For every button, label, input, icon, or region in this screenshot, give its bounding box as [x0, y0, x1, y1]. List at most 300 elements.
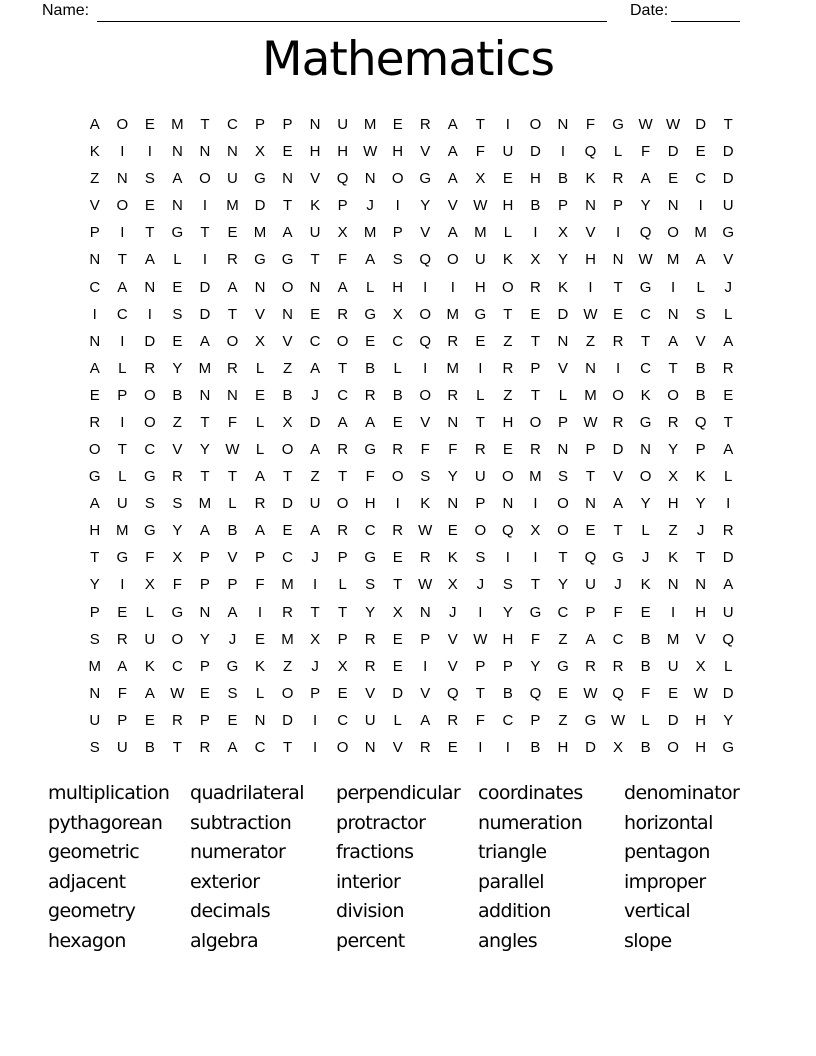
grid-letter: X [475, 170, 486, 188]
grid-letter: M [666, 251, 680, 269]
grid-letter: W [693, 684, 708, 702]
grid-letter: V [282, 332, 293, 350]
grid-letter: Q [419, 251, 432, 269]
grid-letter: V [255, 305, 266, 323]
grid-letter: R [530, 441, 541, 459]
grid-letter: P [420, 630, 431, 648]
grid-letter: C [502, 711, 514, 729]
grid-letter: G [254, 251, 266, 269]
grid-letter: O [557, 522, 569, 540]
grid-letter: U [474, 251, 486, 269]
grid-letter: O [667, 224, 679, 242]
grid-letter: O [557, 495, 569, 513]
grid-letter: M [363, 116, 377, 134]
grid-letter: P [199, 711, 210, 729]
grid-letter: H [474, 278, 486, 296]
word-list-column [478, 779, 583, 956]
grid-letter: S [695, 305, 706, 323]
grid-letter: Z [282, 657, 293, 675]
grid-letter: G [529, 603, 542, 621]
grid-letter: I [120, 413, 125, 431]
grid-letter: Y [199, 630, 210, 648]
grid-letter: B [530, 738, 541, 756]
grid-letter: P [282, 116, 293, 134]
word-item: interior [336, 870, 401, 893]
grid-letter: R [364, 657, 376, 675]
grid-letter: E [144, 116, 155, 134]
grid-letter: A [199, 522, 210, 540]
grid-letter: J [614, 576, 622, 594]
grid-letter: D [695, 116, 707, 134]
grid-letter: H [502, 630, 514, 648]
grid-letter: N [557, 332, 569, 350]
grid-letter: N [640, 441, 652, 459]
grid-letter: G [612, 116, 624, 134]
name-blank-line [97, 21, 607, 22]
word-item: perpendicular [336, 782, 461, 804]
grid-letter: V [613, 468, 624, 486]
grid-letter: U [722, 197, 734, 215]
grid-letter: Q [584, 143, 597, 161]
grid-letter: R [419, 549, 431, 567]
grid-letter: E [172, 278, 183, 296]
grid-letter: T [613, 278, 623, 296]
grid-letter: O [529, 413, 542, 431]
grid-letter: H [502, 413, 514, 431]
grid-letter: D [722, 170, 734, 188]
grid-letter: J [311, 386, 319, 404]
grid-letter: I [533, 549, 538, 567]
grid-letter: R [585, 657, 596, 675]
grid-letter: I [588, 278, 593, 296]
grid-letter: D [199, 278, 211, 296]
grid-letter: N [502, 495, 514, 513]
grid-letter: N [585, 495, 596, 513]
grid-letter: I [615, 359, 621, 377]
grid-letter: Y [557, 576, 568, 594]
grid-letter: A [117, 278, 128, 296]
grid-letter: R [722, 359, 734, 377]
grid-letter: D [254, 197, 266, 215]
word-item: addition [478, 900, 551, 922]
grid-letter: Y [530, 657, 541, 675]
grid-letter: Z [585, 332, 596, 350]
grid-letter: W [170, 684, 185, 702]
grid-letter: K [502, 251, 513, 269]
grid-letter: I [92, 305, 97, 323]
grid-letter: P [613, 197, 624, 215]
grid-letter: R [502, 359, 514, 377]
grid-letter: A [420, 711, 431, 729]
grid-letter: P [199, 657, 210, 675]
grid-letter: R [337, 522, 349, 540]
grid-letter: E [530, 305, 541, 323]
grid-letter: F [117, 684, 127, 702]
grid-letter: N [89, 332, 101, 350]
grid-letter: A [365, 413, 376, 431]
grid-letter: V [89, 197, 100, 215]
grid-letter: I [120, 143, 125, 161]
grid-letter: G [88, 468, 101, 486]
grid-letter: K [668, 549, 679, 567]
grid-letter: V [172, 441, 183, 459]
grid-letter: N [447, 495, 459, 513]
grid-letter: A [89, 495, 100, 513]
grid-letter: E [227, 711, 238, 729]
grid-letter: X [282, 413, 293, 431]
grid-letter: H [392, 143, 404, 161]
grid-letter: R [612, 332, 624, 350]
grid-letter: A [337, 413, 348, 431]
grid-letter: R [447, 332, 459, 350]
grid-letter: V [365, 684, 376, 702]
grid-letter: O [667, 386, 679, 404]
grid-letter: M [116, 522, 129, 540]
grid-letter: X [557, 224, 568, 242]
grid-letter: N [557, 116, 569, 134]
grid-letter: P [117, 711, 128, 729]
grid-letter: R [116, 630, 128, 648]
grid-letter: Z [558, 630, 568, 648]
grid-letter: A [365, 251, 376, 269]
grid-letter: B [502, 684, 513, 702]
grid-letter: I [671, 603, 676, 621]
grid-letter: R [227, 359, 238, 377]
grid-letter: B [640, 738, 651, 756]
grid-letter: K [89, 143, 100, 161]
grid-letter: U [227, 170, 238, 188]
grid-letter: R [199, 738, 211, 756]
grid-letter: E [282, 522, 293, 540]
grid-letter: N [612, 251, 624, 269]
grid-letter: F [338, 251, 348, 269]
grid-letter: O [281, 441, 294, 459]
grid-letter: T [282, 468, 293, 486]
grid-letter: F [448, 441, 458, 459]
grid-letter: L [641, 522, 650, 540]
word-item: slope [624, 929, 672, 952]
grid-letter: U [116, 495, 128, 513]
grid-letter: D [612, 441, 624, 459]
grid-letter: X [668, 468, 679, 486]
grid-letter: V [557, 359, 568, 377]
grid-letter: P [475, 495, 486, 513]
grid-letter: R [392, 441, 404, 459]
grid-letter: R [447, 386, 459, 404]
grid-letter: T [227, 468, 238, 486]
word-list-column [48, 779, 169, 956]
grid-letter: M [363, 224, 377, 242]
grid-letter: E [255, 630, 266, 648]
grid-letter: M [694, 224, 707, 242]
grid-letter: L [255, 684, 265, 702]
grid-letter: G [226, 657, 239, 675]
grid-letter: S [475, 549, 486, 567]
word-item: improper [624, 870, 706, 893]
grid-letter: U [144, 630, 156, 648]
grid-letter: P [337, 630, 348, 648]
grid-letter: B [227, 522, 238, 540]
grid-letter: O [667, 738, 679, 756]
grid-letter: O [446, 251, 459, 269]
grid-letter: N [144, 278, 156, 296]
grid-letter: I [313, 576, 318, 594]
grid-letter: T [338, 468, 348, 486]
grid-letter: R [171, 711, 183, 729]
grid-letter: U [364, 711, 376, 729]
grid-letter: K [255, 657, 266, 675]
grid-letter: A [227, 738, 238, 756]
grid-letter: E [502, 170, 513, 188]
grid-letter: V [723, 251, 734, 269]
word-item: pentagon [624, 841, 710, 863]
word-item: pythagorean [48, 811, 163, 834]
grid-letter: S [365, 576, 376, 594]
grid-letter: K [310, 197, 321, 215]
grid-letter: S [172, 305, 183, 323]
grid-letter: E [337, 684, 348, 702]
grid-letter: H [364, 495, 376, 513]
word-item: hexagon [48, 929, 126, 952]
grid-letter: T [282, 197, 293, 215]
grid-letter: P [557, 413, 568, 431]
grid-letter: O [281, 684, 294, 702]
grid-letter: I [478, 359, 483, 377]
grid-letter: I [202, 251, 208, 269]
grid-letter: Z [282, 359, 293, 377]
name-label: Name: [42, 2, 90, 19]
grid-letter: A [310, 359, 321, 377]
word-item: multiplication [48, 782, 170, 804]
grid-letter: O [419, 386, 432, 404]
grid-letter: X [695, 657, 706, 675]
grid-letter: Y [668, 441, 679, 459]
grid-letter: M [226, 197, 239, 215]
grid-letter: T [696, 549, 706, 567]
grid-letter: A [613, 495, 624, 513]
grid-letter: H [585, 251, 596, 269]
grid-letter: N [364, 738, 376, 756]
grid-letter: F [613, 603, 623, 621]
grid-letter: G [557, 657, 569, 675]
grid-letter: W [418, 576, 433, 594]
grid-letter: T [530, 332, 541, 350]
grid-letter: R [419, 738, 431, 756]
grid-letter: X [310, 630, 321, 648]
word-item: adjacent [48, 870, 126, 893]
grid-letter: X [255, 332, 266, 350]
grid-letter: I [505, 738, 510, 756]
grid-letter: T [530, 576, 541, 594]
grid-letter: A [723, 576, 734, 594]
grid-letter: J [724, 278, 732, 296]
grid-letter: Q [502, 522, 514, 540]
grid-letter: F [641, 143, 651, 161]
grid-letter: X [530, 522, 541, 540]
grid-letter: X [392, 603, 403, 621]
grid-letter: L [724, 468, 733, 486]
grid-letter: P [89, 603, 100, 621]
grid-letter: D [392, 684, 404, 702]
grid-letter: E [365, 332, 376, 350]
grid-letter: E [613, 305, 624, 323]
grid-letter: R [612, 170, 624, 188]
grid-letter: S [420, 468, 431, 486]
grid-letter: N [667, 576, 679, 594]
word-item: decimals [190, 900, 271, 922]
grid-letter: N [171, 143, 183, 161]
grid-letter: M [474, 224, 487, 242]
grid-letter: S [172, 495, 183, 513]
grid-letter: R [254, 495, 266, 513]
grid-letter: G [474, 305, 487, 323]
grid-letter: T [393, 576, 403, 594]
grid-letter: E [89, 386, 100, 404]
grid-letter: E [144, 197, 155, 215]
grid-letter: G [171, 603, 184, 621]
grid-letter: E [668, 684, 679, 702]
grid-letter: I [423, 278, 428, 296]
grid-letter: J [366, 197, 374, 215]
grid-letter: T [200, 224, 210, 242]
grid-letter: A [255, 522, 266, 540]
grid-letter: E [723, 386, 734, 404]
grid-letter: I [313, 711, 318, 729]
word-item: denominator [624, 782, 740, 804]
word-item: geometric [48, 841, 140, 863]
grid-letter: Y [557, 251, 568, 269]
grid-letter: H [502, 197, 514, 215]
grid-letter: D [282, 495, 293, 513]
grid-letter: W [583, 684, 598, 702]
grid-letter: R [364, 386, 376, 404]
grid-letter: E [117, 603, 128, 621]
word-search-grid [81, 111, 742, 761]
grid-letter: I [698, 197, 703, 215]
grid-letter: V [447, 197, 458, 215]
grid-letter: P [337, 549, 348, 567]
grid-letter: P [695, 441, 706, 459]
grid-letter: G [281, 251, 294, 269]
grid-letter: A [310, 441, 321, 459]
grid-letter: N [667, 197, 679, 215]
word-item: subtraction [190, 811, 292, 834]
grid-letter: V [227, 549, 238, 567]
grid-letter: O [199, 170, 211, 188]
grid-letter: O [336, 495, 349, 513]
grid-letter: O [639, 468, 652, 486]
grid-letter: R [144, 359, 156, 377]
word-list-column [336, 779, 460, 956]
grid-letter: A [89, 359, 100, 377]
grid-letter: E [310, 305, 321, 323]
grid-letter: S [144, 170, 155, 188]
grid-letter: I [533, 495, 538, 513]
grid-letter: K [447, 549, 458, 567]
grid-letter: Z [172, 413, 182, 431]
word-item: geometry [48, 900, 136, 922]
grid-letter: X [144, 576, 155, 594]
grid-letter: O [281, 278, 294, 296]
grid-letter: E [255, 386, 266, 404]
grid-letter: L [613, 143, 623, 161]
grid-letter: O [529, 116, 542, 134]
grid-letter: T [282, 738, 293, 756]
grid-letter: K [420, 495, 431, 513]
word-item: triangle [478, 841, 547, 863]
grid-letter: A [640, 170, 651, 188]
grid-letter: G [144, 522, 156, 540]
grid-letter: T [668, 359, 678, 377]
grid-letter: A [723, 441, 734, 459]
grid-letter: T [530, 386, 541, 404]
grid-letter: P [199, 576, 210, 594]
grid-letter: D [667, 143, 679, 161]
grid-letter: N [199, 386, 211, 404]
grid-letter: B [640, 630, 651, 648]
grid-letter: J [449, 603, 457, 621]
grid-letter: L [724, 657, 733, 675]
grid-letter: T [475, 413, 485, 431]
grid-letter: P [310, 684, 321, 702]
grid-letter: T [310, 603, 320, 621]
grid-letter: I [395, 495, 400, 513]
grid-letter: M [253, 224, 267, 242]
grid-letter: N [447, 413, 459, 431]
grid-letter: P [502, 657, 513, 675]
grid-letter: E [392, 549, 403, 567]
grid-letter: C [337, 711, 349, 729]
grid-letter: W [473, 630, 488, 648]
grid-letter: U [474, 468, 486, 486]
grid-letter: O [502, 278, 514, 296]
grid-letter: A [89, 116, 100, 134]
grid-letter: I [313, 738, 318, 756]
grid-letter: S [227, 684, 238, 702]
grid-letter: I [423, 657, 428, 675]
grid-letter: S [392, 251, 403, 269]
grid-letter: N [282, 170, 293, 188]
grid-letter: D [722, 143, 734, 161]
grid-letter: R [447, 711, 459, 729]
grid-letter: I [478, 603, 483, 621]
word-list-column [190, 779, 304, 956]
word-item: algebra [190, 929, 258, 952]
grid-letter: X [337, 657, 348, 675]
grid-letter: U [309, 224, 321, 242]
grid-letter: B [640, 657, 651, 675]
grid-letter: Y [365, 603, 376, 621]
grid-letter: A [227, 603, 238, 621]
grid-letter: G [584, 711, 597, 729]
grid-letter: Y [172, 522, 183, 540]
grid-letter: N [227, 386, 238, 404]
grid-letter: S [557, 468, 568, 486]
grid-letter: R [530, 278, 541, 296]
grid-letter: W [638, 251, 653, 269]
grid-letter: P [475, 657, 486, 675]
grid-letter: R [364, 630, 376, 648]
grid-letter: J [696, 522, 705, 540]
grid-letter: D [144, 332, 156, 350]
grid-letter: F [641, 684, 651, 702]
grid-letter: H [695, 711, 707, 729]
grid-letter: P [557, 197, 568, 215]
grid-letter: N [419, 603, 431, 621]
grid-letter: N [254, 278, 266, 296]
grid-letter: C [557, 603, 569, 621]
grid-letter: N [282, 305, 293, 323]
